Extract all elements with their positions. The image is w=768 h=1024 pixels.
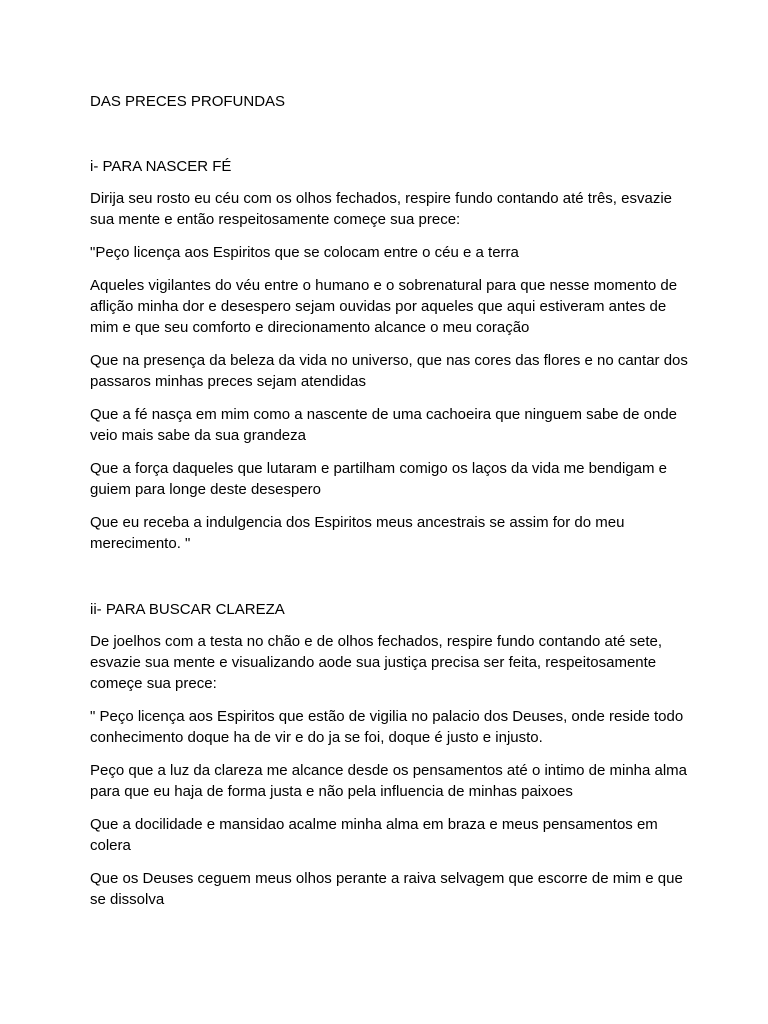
paragraph: De joelhos com a testa no chão e de olhos fechados, respire fundo contando até sete, esvazie sua mente e visualizando aode sua justiça precisa ser feita, respeitosamente começe sua prece: <box>90 633 663 692</box>
document-title: DAS PRECES PROFUNDAS <box>90 93 286 110</box>
section-heading: i- PARA NASCER FÉ <box>90 158 232 175</box>
paragraph: Que os Deuses ceguem meus olhos perante a raiva selvagem que escorre de mim e que se dissolva <box>90 870 683 908</box>
paragraph: "Peço licença aos Espiritos que se colocam entre o céu e a terra <box>90 244 519 261</box>
paragraph: " Peço licença aos Espiritos que estão de vigilia no palacio dos Deuses, onde reside todo conhecimento doque ha de vir e do ja se foi, doque é justo e injusto. <box>90 708 684 746</box>
document-page <box>90 90 690 922</box>
paragraph: Que na presença da beleza da vida no universo, que nas cores das flores e no cantar dos passaros minhas preces sejam atendidas <box>90 352 688 390</box>
section-para-buscar-clareza <box>90 599 690 910</box>
paragraph: Peço que a luz da clareza me alcance desde os pensamentos até o intimo de minha alma para que eu haja de forma justa e não pela influencia de minhas paixoes <box>90 762 688 800</box>
paragraph: Que a força daqueles que lutaram e partilham comigo os laços da vida me bendigam e guiem para longe deste desespero <box>90 460 667 498</box>
paragraph: Aqueles vigilantes do véu entre o humano e o sobrenatural para que nesse momento de aflição minha dor e desespero sejam ouvidas por aqueles que aqui estiveram antes de mim e que seu comforto e direcionamento alcance o meu coração <box>90 277 678 336</box>
paragraph: Que a fé nasça em mim como a nascente de uma cachoeira que ninguem sabe de onde veio mais sabe da sua grandeza <box>90 406 678 444</box>
section-para-nascer-fe <box>90 156 690 554</box>
paragraph: Dirija seu rosto eu céu com os olhos fechados, respire fundo contando até três, esvazie sua mente e então respeitosamente começe sua prece: <box>90 190 672 228</box>
paragraph: Que a docilidade e mansidao acalme minha alma em braza e meus pensamentos em colera <box>90 816 658 854</box>
section-heading: ii- PARA BUSCAR CLAREZA <box>90 601 285 618</box>
paragraph: Que eu receba a indulgencia dos Espiritos meus ancestrais se assim for do meu merecimento. " <box>90 514 625 552</box>
